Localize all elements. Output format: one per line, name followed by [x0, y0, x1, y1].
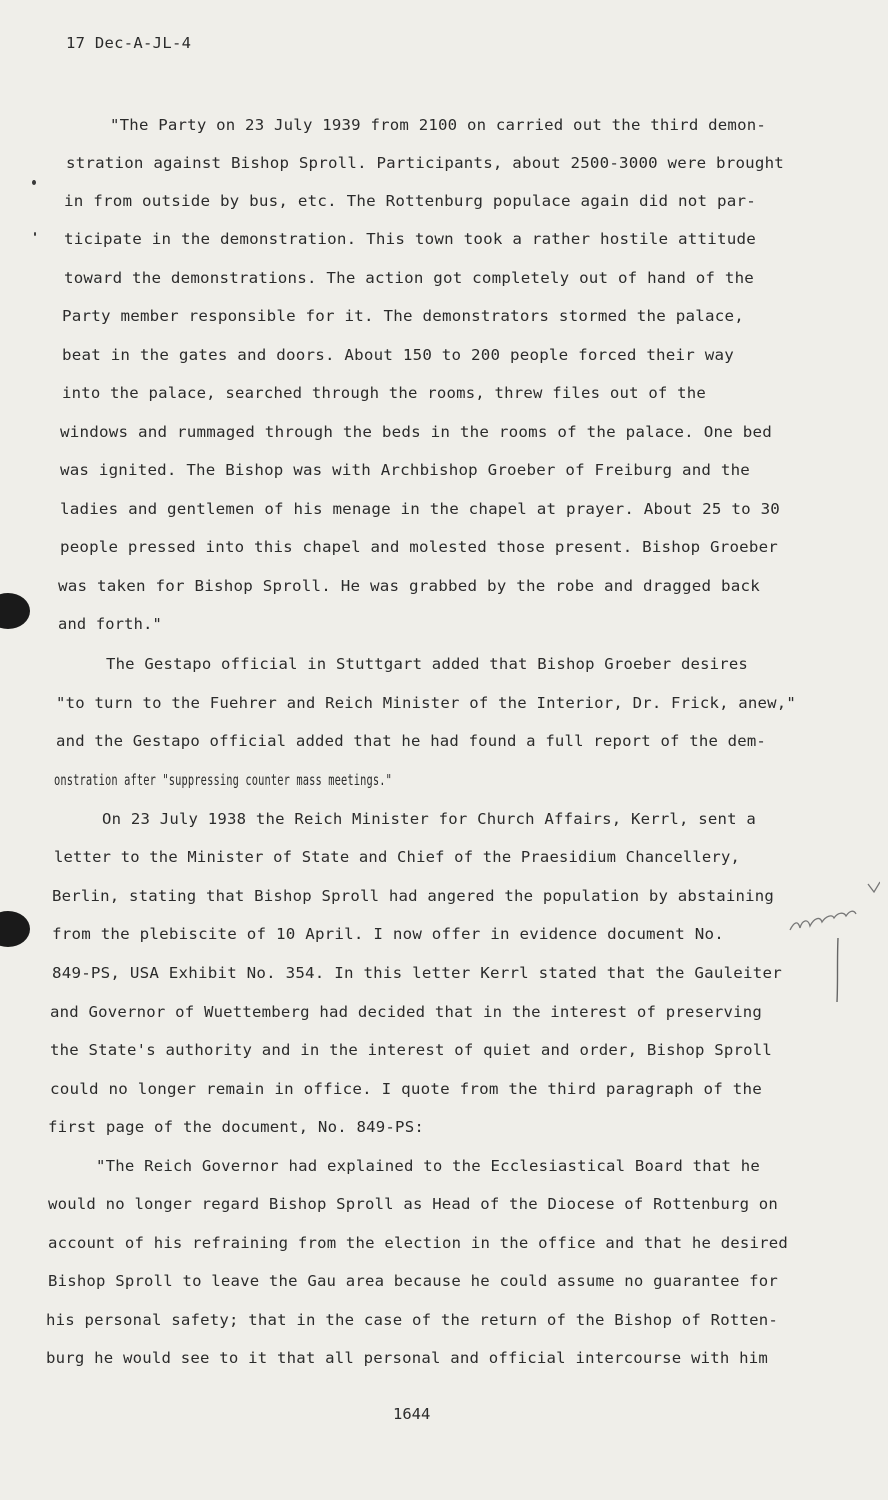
text-line: Party member responsible for it. The demonstrators stormed the palace, — [62, 307, 744, 325]
text-line: On 23 July 1938 the Reich Minister for Church Affairs, Kerrl, sent a — [102, 810, 757, 828]
text-line: 849-PS, USA Exhibit No. 354. In this letter Kerrl stated that the Gauleiter — [52, 964, 782, 982]
text-line: and Governor of Wuettemberg had decided that in the interest of preserving — [50, 1003, 762, 1021]
punch-hole-upper — [0, 593, 30, 629]
text-line: in from outside by bus, etc. The Rottenburg populace again did not par- — [64, 192, 756, 210]
text-line: stration against Bishop Sproll. Participants, about 2500-3000 were brought — [66, 154, 784, 172]
text-line: was ignited. The Bishop was with Archbishop Groeber of Freiburg and the — [60, 461, 751, 479]
text-line: windows and rummaged through the beds in the rooms of the palace. One bed — [60, 423, 772, 441]
text-line: Bishop Sproll to leave the Gau area because he could assume no guarantee for — [48, 1272, 778, 1290]
handwritten-annotation — [780, 870, 880, 1010]
text-line: The Gestapo official in Stuttgart added that Bishop Groeber desires — [106, 655, 749, 673]
text-line: his personal safety; that in the case of the return of the Bishop of Rotten- — [46, 1311, 779, 1329]
text-line: burg he would see to it that all personal and official intercourse with him — [46, 1349, 768, 1367]
text-line: and forth." — [58, 615, 162, 633]
text-line: was taken for Bishop Sproll. He was grabbed by the robe and dragged back — [58, 577, 761, 595]
text-line: letter to the Minister of State and Chief of the Praesidium Chancellery, — [54, 848, 741, 866]
text-line: "to turn to the Fuehrer and Reich Minister of the Interior, Dr. Frick, anew," — [56, 694, 796, 712]
text-line: "The Reich Governor had explained to the Ecclesiastical Board that he — [96, 1157, 761, 1175]
text-line: onstration after "suppressing counter mass meetings." — [54, 771, 393, 789]
text-line: ladies and gentlemen of his menage in the chapel at prayer. About 25 to 30 — [60, 500, 781, 518]
text-line: and the Gestapo official added that he had found a full report of the dem- — [56, 732, 767, 750]
document-header: 17 Dec-A-JL-4 — [66, 34, 192, 52]
text-line: "The Party on 23 July 1939 from 2100 on carried out the third demon- — [110, 116, 767, 134]
punch-hole-lower — [0, 911, 30, 947]
paper-speck — [32, 180, 36, 185]
text-line: from the plebiscite of 10 April. I now offer in evidence document No. — [52, 925, 724, 943]
text-line: account of his refraining from the election in the office and that he desired — [48, 1234, 788, 1252]
text-line: Berlin, stating that Bishop Sproll had angered the population by abstaining — [52, 887, 774, 905]
text-line: toward the demonstrations. The action got completely out of hand of the — [64, 269, 755, 287]
text-line: the State's authority and in the interest of quiet and order, Bishop Sproll — [50, 1041, 772, 1059]
text-line: ticipate in the demonstration. This town took a rather hostile attitude — [64, 230, 756, 248]
text-line: could no longer remain in office. I quote from the third paragraph of the — [50, 1080, 762, 1098]
text-line: people pressed into this chapel and molested those present. Bishop Groeber — [60, 538, 778, 556]
paper-speck — [34, 232, 36, 236]
text-line: into the palace, searched through the rooms, threw files out of the — [62, 384, 707, 402]
text-line: beat in the gates and doors. About 150 to 200 people forced their way — [62, 346, 734, 364]
text-line: first page of the document, No. 849-PS: — [48, 1118, 424, 1136]
text-line: would no longer regard Bishop Sproll as Head of the Diocese of Rottenburg on — [48, 1195, 778, 1213]
page-number: 1644 — [393, 1405, 431, 1423]
